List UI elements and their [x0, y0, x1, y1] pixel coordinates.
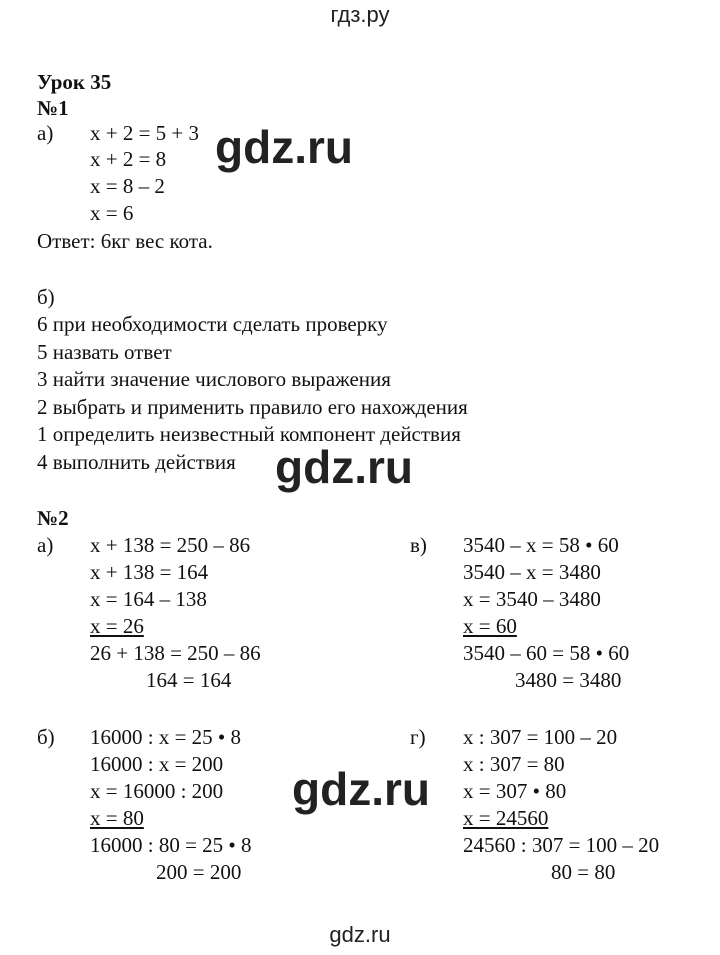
check-result-line: 3480 = 3480: [515, 668, 622, 692]
ex2-part-a-label: а): [37, 533, 54, 557]
step-line: 2 выбрать и применить правило его нахождения: [37, 395, 468, 419]
equation-line: x = 6: [90, 201, 134, 225]
equation-line: x + 2 = 8: [90, 147, 167, 171]
lesson-title: Урок 35: [37, 70, 112, 94]
check-line: 16000 : 80 = 25 • 8: [90, 833, 252, 857]
equation-line: x + 2 = 5 + 3: [90, 121, 200, 145]
equation-line: x + 138 = 164: [90, 560, 209, 584]
check-result-line: 200 = 200: [156, 860, 242, 884]
check-line: 26 + 138 = 250 – 86: [90, 641, 261, 665]
watermark: gdz.ru: [292, 763, 430, 815]
result-line: x = 60: [463, 614, 517, 638]
ex2-part-b-label: б): [37, 725, 55, 749]
equation-line: 16000 : x = 200: [90, 752, 224, 776]
ex1-part-a-label: а): [37, 121, 54, 145]
step-line: 1 определить неизвестный компонент действия: [37, 422, 461, 446]
equation-line: x : 307 = 100 – 20: [463, 725, 618, 749]
site-header: гдз.ру: [330, 2, 390, 27]
equation-line: 3540 – x = 58 • 60: [463, 533, 619, 557]
equation-line: x = 164 – 138: [90, 587, 207, 611]
equation-line: x = 8 – 2: [90, 174, 165, 198]
equation-line: x + 138 = 250 – 86: [90, 533, 251, 557]
step-line: 3 найти значение числового выражения: [37, 367, 391, 391]
exercise-2-number: №2: [37, 506, 69, 530]
equation-line: x = 16000 : 200: [90, 779, 224, 803]
check-line: 3540 – 60 = 58 • 60: [463, 641, 630, 665]
answer-text: Ответ: 6кг вес кота.: [37, 229, 213, 253]
equation-line: 16000 : x = 25 • 8: [90, 725, 242, 749]
check-result-line: 164 = 164: [146, 668, 232, 692]
watermark: gdz.ru: [275, 441, 413, 493]
result-line: x = 24560: [463, 806, 549, 830]
check-line: 24560 : 307 = 100 – 20: [463, 833, 660, 857]
watermark: gdz.ru: [215, 121, 353, 173]
site-footer: gdz.ru: [329, 922, 391, 947]
equation-line: 3540 – x = 3480: [463, 560, 601, 584]
result-line: x = 80: [90, 806, 144, 830]
exercise-1-number: №1: [37, 96, 69, 120]
ex2-part-v-label: в): [410, 533, 427, 557]
step-line: 4 выполнить действия: [37, 450, 236, 474]
equation-line: x = 307 • 80: [463, 779, 567, 803]
ex1-part-b-label: б): [37, 285, 55, 309]
step-line: 6 при необходимости сделать проверку: [37, 312, 388, 336]
step-line: 5 назвать ответ: [37, 340, 172, 364]
equation-line: x : 307 = 80: [463, 752, 565, 776]
result-line: x = 26: [90, 614, 144, 638]
check-result-line: 80 = 80: [551, 860, 616, 884]
ex2-part-g-label: г): [410, 725, 426, 749]
equation-line: x = 3540 – 3480: [463, 587, 601, 611]
